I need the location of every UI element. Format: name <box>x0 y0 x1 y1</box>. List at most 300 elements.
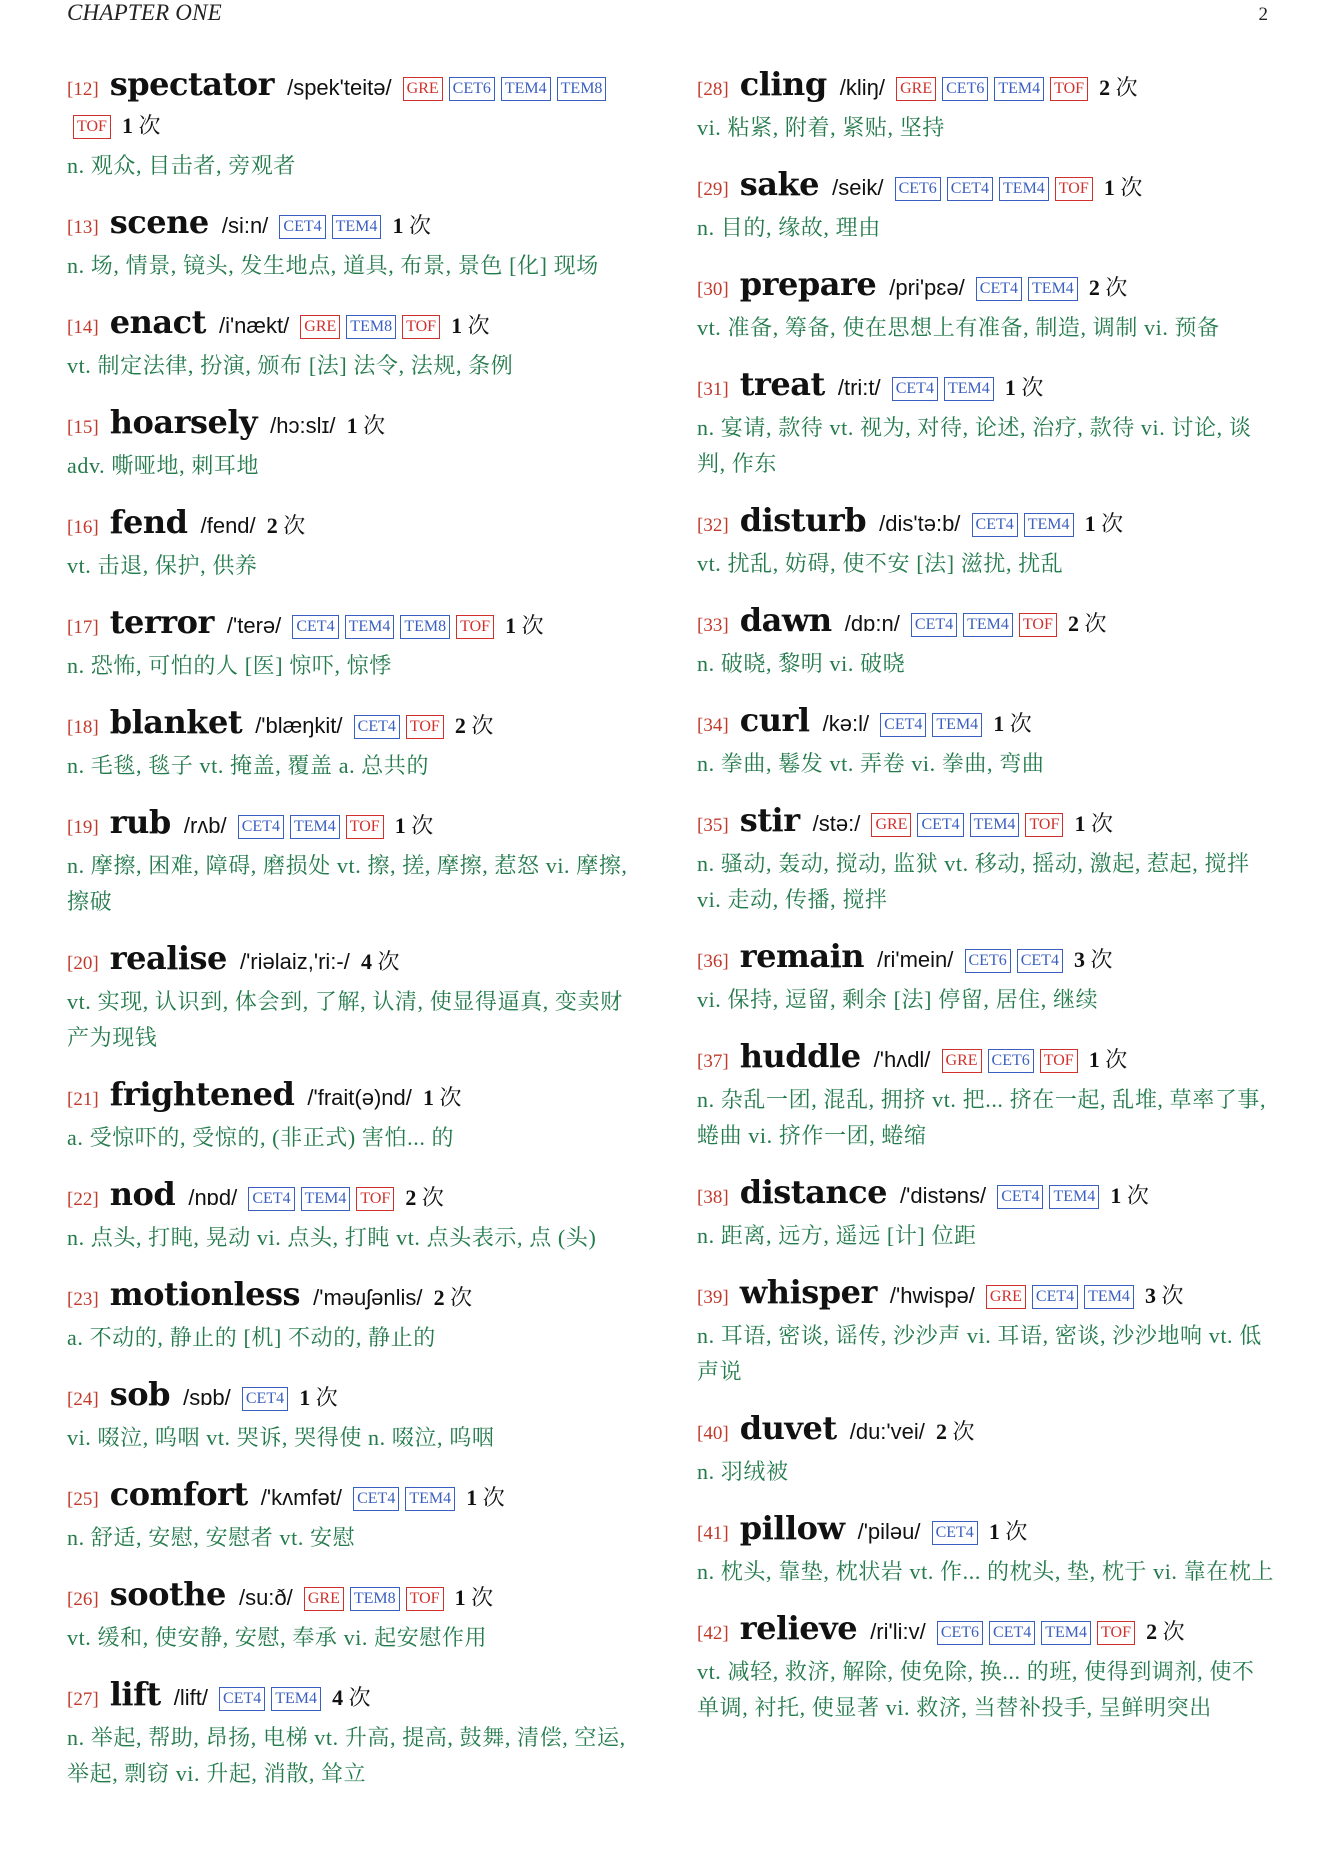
entry-word: treat <box>739 365 825 403</box>
entry-headline <box>67 940 635 982</box>
entry-phonetic: /seik/ <box>832 175 884 200</box>
entry-index: [16] <box>67 517 99 538</box>
entry-index: [20] <box>67 953 99 974</box>
entry-headline <box>67 1076 635 1118</box>
frequency-count: 1 <box>1004 375 1016 400</box>
exam-tag-tem4: TEM4 <box>999 177 1049 201</box>
vocab-entry <box>697 1410 1277 1490</box>
entry-word: pillow <box>739 1509 845 1547</box>
entry-index: [25] <box>67 1489 99 1510</box>
frequency-count: 1 <box>988 1519 1000 1544</box>
entry-headline <box>697 702 1277 744</box>
frequency-unit: 次 <box>411 813 434 838</box>
frequency-unit: 次 <box>471 1585 494 1610</box>
frequency-count: 3 <box>1074 947 1086 972</box>
vocab-entry <box>697 1038 1277 1154</box>
entry-definition: vt. 击退, 保护, 供养 <box>67 553 258 578</box>
frequency-unit: 次 <box>1162 1619 1185 1644</box>
entry-headline <box>67 604 635 646</box>
frequency-count: 1 <box>454 1585 466 1610</box>
exam-tag-cet6: CET6 <box>937 1621 983 1645</box>
frequency-count: 3 <box>1145 1283 1157 1308</box>
entry-index: [40] <box>697 1423 729 1444</box>
entry-phonetic: /'hwispə/ <box>889 1283 975 1308</box>
exam-tag-tof: TOF <box>406 1587 444 1611</box>
exam-tag-cet4: CET4 <box>892 377 938 401</box>
vocab-entry <box>697 802 1277 918</box>
page-number: 2 <box>1258 4 1268 25</box>
entry-word: sob <box>109 1375 170 1413</box>
exam-tags <box>889 180 1093 199</box>
vocab-entry <box>67 604 635 684</box>
entry-definition: vt. 实现, 认识到, 体会到, 了解, 认清, 使显得逼真, 变卖财产为现钱 <box>67 989 623 1050</box>
entry-headline <box>67 704 635 746</box>
entry-headline <box>697 938 1277 980</box>
entry-phonetic: /'məuʃənlis/ <box>313 1285 423 1310</box>
vocab-entry <box>67 704 635 784</box>
entry-phonetic: /ri'mein/ <box>877 947 954 972</box>
entry-frequency <box>347 413 386 438</box>
exam-tags <box>936 1052 1078 1071</box>
entry-phonetic: /tri:t/ <box>837 375 881 400</box>
entry-headline <box>67 504 635 546</box>
entry-index: [35] <box>697 815 729 836</box>
frequency-unit: 次 <box>1120 175 1143 200</box>
left-column <box>67 66 635 1812</box>
entry-phonetic: /si:n/ <box>221 213 269 238</box>
chapter-title: CHAPTER ONE <box>67 0 222 25</box>
frequency-count: 1 <box>1074 811 1086 836</box>
entry-phonetic: /su:ð/ <box>238 1585 293 1610</box>
exam-tag-tem4: TEM4 <box>271 1687 321 1711</box>
entry-frequency <box>395 813 434 838</box>
exam-tag-tem4: TEM4 <box>994 77 1044 101</box>
exam-tag-tof: TOF <box>406 715 444 739</box>
entry-word: cling <box>739 65 827 103</box>
exam-tag-tem4: TEM4 <box>290 815 340 839</box>
vocab-entry <box>67 1376 635 1456</box>
entry-phonetic: /'piləu/ <box>857 1519 921 1544</box>
entry-frequency <box>936 1419 975 1444</box>
exam-tags <box>347 1490 455 1509</box>
entry-word: nod <box>109 1175 176 1213</box>
entry-word: remain <box>739 937 864 975</box>
frequency-count: 2 <box>1088 275 1100 300</box>
exam-tag-cet6: CET6 <box>449 77 495 101</box>
exam-tag-tof: TOF <box>402 315 440 339</box>
exam-tags <box>970 280 1078 299</box>
frequency-unit: 次 <box>439 1085 462 1110</box>
entry-frequency <box>1074 947 1113 972</box>
exam-tag-tof: TOF <box>1050 77 1088 101</box>
frequency-unit: 次 <box>1084 611 1107 636</box>
frequency-count: 1 <box>993 711 1005 736</box>
entry-phonetic: /rʌb/ <box>183 813 227 838</box>
exam-tag-tem8: TEM8 <box>350 1587 400 1611</box>
frequency-unit: 次 <box>348 1685 371 1710</box>
frequency-count: 2 <box>1067 611 1079 636</box>
frequency-unit: 次 <box>1090 947 1113 972</box>
entry-definition: n. 杂乱一团, 混乱, 拥挤 vt. 把... 挤在一起, 乱堆, 草率了事, 蜷曲 vi. 挤作一团, 蜷缩 <box>697 1087 1267 1148</box>
exam-tags <box>236 1390 288 1409</box>
entry-definition: n. 枕头, 靠垫, 枕状岩 vt. 作... 的枕头, 垫, 枕于 vi. 靠在枕上 <box>697 1559 1275 1584</box>
entry-definition: n. 拳曲, 鬈发 vt. 弄卷 vi. 拳曲, 弯曲 <box>697 751 1045 776</box>
exam-tag-tof: TOF <box>356 1187 394 1211</box>
exam-tag-gre: GRE <box>300 315 340 339</box>
entry-index: [26] <box>67 1589 99 1610</box>
entry-index: [37] <box>697 1051 729 1072</box>
entry-index: [39] <box>697 1287 729 1308</box>
entry-frequency <box>455 1585 494 1610</box>
entry-headline <box>697 802 1277 844</box>
vocab-entry <box>697 602 1277 682</box>
exam-tag-cet4: CET4 <box>989 1621 1035 1645</box>
entry-headline <box>697 1174 1277 1216</box>
exam-tag-cet4: CET4 <box>972 513 1018 537</box>
entry-word: curl <box>739 701 810 739</box>
entry-headline <box>697 66 1277 108</box>
exam-tag-cet6: CET6 <box>895 177 941 201</box>
entry-definition: n. 宴请, 款待 vt. 视为, 对待, 论述, 治疗, 款待 vi. 讨论, 谈判, 作东 <box>697 415 1252 476</box>
entry-frequency <box>332 1685 371 1710</box>
entry-index: [28] <box>697 79 729 100</box>
entry-phonetic: /stə:/ <box>812 811 861 836</box>
entry-definition: a. 不动的, 静止的 [机] 不动的, 静止的 <box>67 1325 436 1350</box>
entry-index: [30] <box>697 279 729 300</box>
entry-index: [32] <box>697 515 729 536</box>
vocab-entry <box>697 1610 1277 1726</box>
frequency-count: 1 <box>1084 511 1096 536</box>
entry-phonetic: /'hʌdl/ <box>873 1047 931 1072</box>
frequency-unit: 次 <box>315 1385 338 1410</box>
entry-index: [21] <box>67 1089 99 1110</box>
entry-frequency <box>299 1385 338 1410</box>
exam-tag-cet4: CET4 <box>1017 949 1063 973</box>
entry-frequency <box>434 1285 473 1310</box>
entry-phonetic: /'riəlaiz,'ri:-/ <box>239 949 350 974</box>
entry-index: [36] <box>697 951 729 972</box>
entry-definition: n. 舒适, 安慰, 安慰者 vt. 安慰 <box>67 1525 356 1550</box>
entry-word: scene <box>109 203 209 241</box>
vocab-entry <box>67 804 635 920</box>
entry-headline <box>697 1274 1277 1316</box>
entry-frequency <box>1110 1183 1149 1208</box>
frequency-count: 1 <box>394 813 406 838</box>
entry-index: [42] <box>697 1623 729 1644</box>
entry-definition: n. 观众, 目击者, 旁观者 <box>67 153 297 178</box>
exam-tag-cet4: CET4 <box>238 815 284 839</box>
entry-phonetic: /kə:l/ <box>822 711 870 736</box>
entry-frequency <box>455 713 494 738</box>
exam-tag-tem4: TEM4 <box>1049 1185 1099 1209</box>
entry-headline <box>67 1376 635 1418</box>
frequency-unit: 次 <box>421 1185 444 1210</box>
exam-tags <box>926 1524 978 1543</box>
exam-tag-gre: GRE <box>871 813 911 837</box>
vocab-entry <box>697 1174 1277 1254</box>
entry-phonetic: /nɒd/ <box>188 1185 238 1210</box>
entry-word: sake <box>739 165 820 203</box>
page-header <box>67 0 1268 30</box>
entry-definition: vt. 制定法律, 扮演, 颁布 [法] 法令, 法规, 条例 <box>67 353 514 378</box>
frequency-count: 1 <box>1103 175 1115 200</box>
frequency-count: 1 <box>346 413 358 438</box>
frequency-unit: 次 <box>1009 711 1032 736</box>
entry-word: realise <box>109 939 227 977</box>
entry-phonetic: /'terə/ <box>226 613 282 638</box>
frequency-count: 2 <box>405 1185 417 1210</box>
exam-tag-cet4: CET4 <box>1032 1285 1078 1309</box>
entry-word: terror <box>109 603 214 641</box>
exam-tag-tof: TOF <box>1040 1049 1078 1073</box>
entry-index: [38] <box>697 1187 729 1208</box>
entry-headline <box>697 366 1277 408</box>
entry-index: [17] <box>67 617 99 638</box>
frequency-unit: 次 <box>1161 1283 1184 1308</box>
frequency-count: 2 <box>935 1419 947 1444</box>
entry-headline <box>67 1476 635 1518</box>
entry-headline <box>67 1576 635 1618</box>
entry-index: [19] <box>67 817 99 838</box>
exam-tag-cet4: CET4 <box>947 177 993 201</box>
frequency-count: 2 <box>1099 75 1111 100</box>
entry-frequency <box>993 711 1032 736</box>
entry-phonetic: /spek'teitə/ <box>287 75 392 100</box>
entry-frequency <box>1068 611 1107 636</box>
entry-definition: vt. 准备, 筹备, 使在思想上有准备, 制造, 调制 vi. 预备 <box>697 315 1220 340</box>
entry-frequency <box>1089 1047 1128 1072</box>
entry-index: [29] <box>697 179 729 200</box>
exam-tag-cet4: CET4 <box>917 813 963 837</box>
frequency-unit: 次 <box>450 1285 473 1310</box>
entry-word: dawn <box>739 601 832 639</box>
entry-index: [31] <box>697 379 729 400</box>
entry-word: comfort <box>109 1475 248 1513</box>
entry-definition: n. 破晓, 黎明 vi. 破晓 <box>697 651 906 676</box>
vocab-entry <box>67 1476 635 1556</box>
entry-word: prepare <box>739 265 877 303</box>
exam-tag-tof: TOF <box>1055 177 1093 201</box>
entry-word: soothe <box>109 1575 226 1613</box>
entry-headline <box>697 502 1277 544</box>
entry-phonetic: /fend/ <box>200 513 256 538</box>
entry-headline <box>697 1410 1277 1452</box>
entry-index: [23] <box>67 1289 99 1310</box>
entry-phonetic: /ri'li:v/ <box>870 1619 926 1644</box>
exam-tag-tem4: TEM4 <box>501 77 551 101</box>
vocab-entry <box>67 404 635 484</box>
exam-tag-cet4: CET4 <box>353 1487 399 1511</box>
entry-headline <box>697 1610 1277 1652</box>
exam-tag-cet6: CET6 <box>988 1049 1034 1073</box>
entry-frequency <box>267 513 306 538</box>
vocab-entry <box>67 66 635 184</box>
entry-definition: n. 距离, 远方, 遥远 [计] 位距 <box>697 1223 977 1248</box>
frequency-unit: 次 <box>138 113 161 138</box>
exam-tag-tem4: TEM4 <box>970 813 1020 837</box>
entry-definition: vi. 粘紧, 附着, 紧贴, 坚持 <box>697 115 945 140</box>
frequency-unit: 次 <box>952 1419 975 1444</box>
exam-tag-tof: TOF <box>346 815 384 839</box>
entry-phonetic: /'kʌmfət/ <box>260 1485 342 1510</box>
frequency-unit: 次 <box>1021 375 1044 400</box>
exam-tags <box>865 816 1063 835</box>
entry-headline <box>67 404 635 446</box>
vocab-entry <box>697 502 1277 582</box>
exam-tag-tem4: TEM4 <box>332 215 382 239</box>
vocab-entry <box>697 1510 1277 1590</box>
vocab-entry <box>67 504 635 584</box>
exam-tag-tem4: TEM4 <box>1028 277 1078 301</box>
entry-frequency <box>505 613 544 638</box>
entry-phonetic: /i'nækt/ <box>218 313 290 338</box>
entry-headline <box>67 204 635 246</box>
entry-headline <box>697 266 1277 308</box>
entry-headline <box>697 1038 1277 1080</box>
entry-definition: n. 目的, 缘故, 理由 <box>697 215 881 240</box>
frequency-count: 1 <box>299 1385 311 1410</box>
exam-tag-tof: TOF <box>73 115 111 139</box>
exam-tags <box>294 318 440 337</box>
frequency-count: 2 <box>266 513 278 538</box>
entry-index: [22] <box>67 1189 99 1210</box>
vocab-entry <box>67 940 635 1056</box>
frequency-unit: 次 <box>1005 1519 1028 1544</box>
entry-word: hoarsely <box>109 403 258 441</box>
frequency-count: 1 <box>422 1085 434 1110</box>
exam-tags <box>298 1590 444 1609</box>
exam-tag-tem8: TEM8 <box>400 615 450 639</box>
entry-word: motionless <box>109 1275 301 1313</box>
vocab-entry <box>67 1076 635 1156</box>
entry-phonetic: /lift/ <box>173 1685 208 1710</box>
vocab-entry <box>67 1276 635 1356</box>
entry-frequency <box>1146 1619 1185 1644</box>
exam-tag-cet4: CET4 <box>911 613 957 637</box>
entry-frequency <box>392 213 431 238</box>
entry-frequency <box>122 113 161 138</box>
exam-tags <box>348 718 444 737</box>
entry-index: [27] <box>67 1689 99 1710</box>
right-column <box>697 66 1277 1746</box>
vocab-entry <box>697 66 1277 146</box>
exam-tag-cet6: CET6 <box>965 949 1011 973</box>
entry-definition: n. 骚动, 轰动, 搅动, 监狱 vt. 移动, 摇动, 激起, 惹起, 搅拌 vi. 走动, 传播, 搅拌 <box>697 851 1250 912</box>
entry-frequency <box>466 1485 505 1510</box>
entry-definition: a. 受惊吓的, 受惊的, (非正式) 害怕... 的 <box>67 1125 455 1150</box>
entry-definition: vt. 缓和, 使安静, 安慰, 奉承 vi. 起安慰作用 <box>67 1625 488 1650</box>
entry-frequency <box>423 1085 462 1110</box>
entry-headline <box>67 1276 635 1318</box>
entry-phonetic: /'distəns/ <box>900 1183 987 1208</box>
exam-tag-gre: GRE <box>986 1285 1026 1309</box>
exam-tag-tem4: TEM4 <box>1024 513 1074 537</box>
entry-frequency <box>451 313 490 338</box>
entry-definition: vt. 减轻, 救济, 解除, 使免除, 换... 的班, 使得到调剂, 使不单调, 衬托, 使显著 vi. 救济, 当替补投手, 呈鲜明突出 <box>697 1659 1255 1720</box>
exam-tag-tem4: TEM4 <box>405 1487 455 1511</box>
frequency-unit: 次 <box>1126 1183 1149 1208</box>
exam-tag-gre: GRE <box>403 77 443 101</box>
exam-tag-cet4: CET4 <box>976 277 1022 301</box>
entry-word: huddle <box>739 1037 861 1075</box>
entry-word: distance <box>739 1173 887 1211</box>
vocab-entry <box>697 266 1277 346</box>
exam-tags <box>273 218 381 237</box>
entry-phonetic: /pri'pɛə/ <box>889 275 965 300</box>
entry-index: [12] <box>67 79 99 100</box>
entry-index: [41] <box>697 1523 729 1544</box>
exam-tag-tem4: TEM4 <box>963 613 1013 637</box>
entry-definition: n. 羽绒被 <box>697 1459 789 1484</box>
exam-tag-cet4: CET4 <box>292 615 338 639</box>
frequency-unit: 次 <box>521 613 544 638</box>
exam-tag-tem4: TEM4 <box>345 615 395 639</box>
exam-tag-tof: TOF <box>1019 613 1057 637</box>
frequency-count: 2 <box>454 713 466 738</box>
vocab-entry <box>697 1274 1277 1390</box>
entry-word: whisper <box>739 1273 877 1311</box>
entry-frequency <box>1005 375 1044 400</box>
frequency-unit: 次 <box>1090 811 1113 836</box>
exam-tag-cet6: CET6 <box>942 77 988 101</box>
entry-definition: n. 摩擦, 困难, 障碍, 磨损处 vt. 擦, 搓, 摩擦, 惹怒 vi. 摩擦, 擦破 <box>67 853 628 914</box>
exam-tags <box>286 618 494 637</box>
entry-index: [24] <box>67 1389 99 1410</box>
entry-phonetic: /'frait(ə)nd/ <box>307 1085 412 1110</box>
entry-word: blanket <box>109 703 243 741</box>
entry-definition: adv. 嘶哑地, 刺耳地 <box>67 453 260 478</box>
entry-frequency <box>1145 1283 1184 1308</box>
exam-tags <box>232 818 384 837</box>
exam-tags <box>213 1690 321 1709</box>
frequency-count: 2 <box>433 1285 445 1310</box>
exam-tag-tem8: TEM8 <box>557 77 607 101</box>
vocab-entry <box>67 204 635 284</box>
frequency-count: 2 <box>1146 1619 1158 1644</box>
entry-frequency <box>989 1519 1028 1544</box>
exam-tag-cet4: CET4 <box>248 1187 294 1211</box>
vocab-entry <box>67 304 635 384</box>
entry-definition: n. 点头, 打盹, 晃动 vi. 点头, 打盹 vt. 点头表示, 点 (头) <box>67 1225 597 1250</box>
entry-index: [13] <box>67 217 99 238</box>
entry-word: lift <box>109 1675 161 1713</box>
exam-tags <box>931 1624 1135 1643</box>
entry-frequency <box>1104 175 1143 200</box>
exam-tags <box>874 716 982 735</box>
frequency-count: 1 <box>392 213 404 238</box>
vocab-entry <box>697 938 1277 1018</box>
exam-tag-tem4: TEM4 <box>301 1187 351 1211</box>
frequency-count: 1 <box>466 1485 478 1510</box>
entry-phonetic: /dɒ:n/ <box>844 611 900 636</box>
vocab-entry <box>67 1676 635 1792</box>
entry-index: [15] <box>67 417 99 438</box>
frequency-count: 4 <box>360 949 372 974</box>
exam-tag-tem4: TEM4 <box>944 377 994 401</box>
frequency-unit: 次 <box>1101 511 1124 536</box>
entry-word: enact <box>109 303 206 341</box>
exam-tag-cet4: CET4 <box>242 1387 288 1411</box>
entry-phonetic: /'blæŋkit/ <box>255 713 343 738</box>
frequency-unit: 次 <box>1105 275 1128 300</box>
frequency-unit: 次 <box>408 213 431 238</box>
vocab-entry <box>67 1576 635 1656</box>
entry-frequency <box>361 949 400 974</box>
frequency-unit: 次 <box>467 313 490 338</box>
entry-definition: vi. 啜泣, 呜咽 vt. 哭诉, 哭得使 n. 啜泣, 呜咽 <box>67 1425 495 1450</box>
vocab-entry <box>697 166 1277 246</box>
entry-headline <box>67 804 635 846</box>
